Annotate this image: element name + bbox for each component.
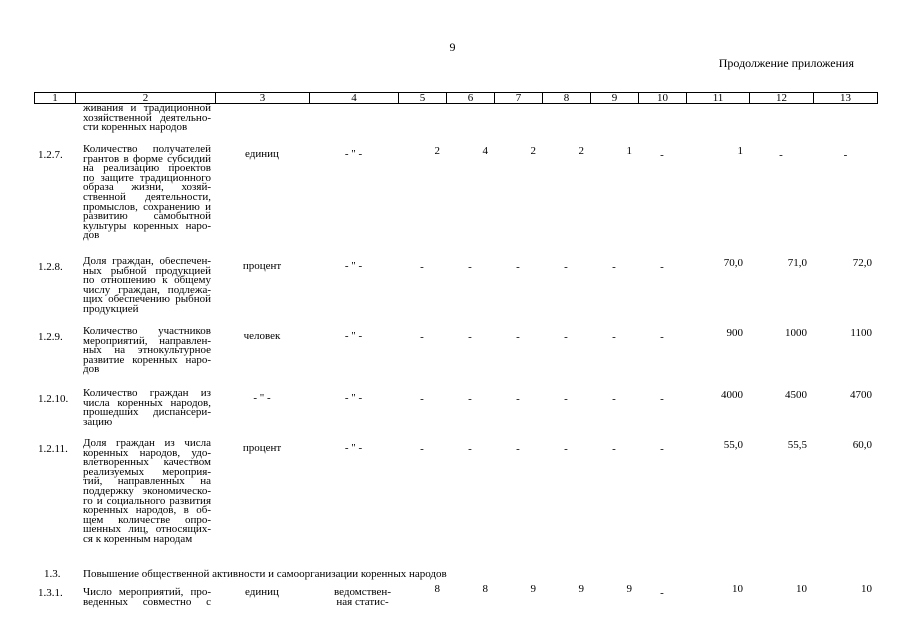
value-cell: - <box>660 331 664 343</box>
indicator-name-line: образа жизни, хозяй- <box>83 181 211 194</box>
carryover-line: сти коренных народов <box>83 121 188 134</box>
header-cell-6: 6 <box>446 92 494 104</box>
value-cell: - <box>660 393 664 405</box>
indicator-name-line: Количество получателей <box>83 145 211 155</box>
continuation-note: Продолжение приложения <box>718 56 854 70</box>
page-number: 9 <box>449 40 456 54</box>
value-cell: 1 <box>737 145 743 157</box>
source-cell: - " - <box>344 148 363 160</box>
value-cell: - <box>420 331 424 343</box>
header-cell-9: 9 <box>590 92 638 104</box>
row-number: 1.3.1. <box>38 587 63 599</box>
value-cell: - <box>468 443 472 455</box>
unit-cell: единиц <box>245 148 279 160</box>
value-cell: - <box>843 149 848 161</box>
carryover-text <box>75 104 215 145</box>
carryover-line: живания и традиционной <box>83 104 211 114</box>
source-line: ная статис- <box>336 595 389 608</box>
indicator-name-line: дов <box>83 229 100 242</box>
value-cell: - <box>660 149 664 161</box>
indicator-name <box>75 439 215 569</box>
indicator-name-line: по защите традиционного <box>83 171 211 184</box>
row-number: 1.2.7. <box>38 149 63 161</box>
value-cell: 70,0 <box>723 257 743 269</box>
value-cell: 2 <box>530 145 536 157</box>
indicator-name-line: продукцией <box>83 302 139 315</box>
unit-cell: процент <box>242 442 282 454</box>
header-cell-3: 3 <box>215 92 309 104</box>
header-cell-5: 5 <box>398 92 446 104</box>
indicator-table <box>0 92 905 640</box>
value-cell: 4 <box>482 145 488 157</box>
indicator-name <box>75 145 215 257</box>
value-cell: - <box>468 331 472 343</box>
carryover-line: хозяйственной деятельно- <box>83 111 211 124</box>
value-cell: 60,0 <box>852 439 872 451</box>
indicator-name-line: веденных совместно с <box>83 595 211 608</box>
indicator-name-line: ся к коренным народам <box>83 532 193 545</box>
source-cell: - " - <box>344 260 363 272</box>
section-number: 1.3. <box>44 569 61 580</box>
indicator-name-line: прошедших диспансери- <box>83 406 211 419</box>
value-cell: 71,0 <box>787 257 807 269</box>
source-cell: - " - <box>344 330 363 342</box>
indicator-name-line: зацию <box>83 415 113 428</box>
value-cell: - <box>420 443 424 455</box>
indicator-name-line: ных на этнокультурное <box>83 344 211 357</box>
value-cell: 9 <box>530 583 536 595</box>
value-cell: - <box>612 393 616 405</box>
indicator-name-line: дов <box>83 363 100 376</box>
value-cell: 2 <box>578 145 584 157</box>
value-cell: - <box>612 261 616 273</box>
unit-cell: единиц <box>245 586 279 598</box>
value-cell: 8 <box>482 583 488 595</box>
indicator-name-line: развитию самобытной <box>83 210 211 223</box>
value-cell: 10 <box>861 583 872 595</box>
value-cell: - <box>564 443 568 455</box>
table-margin-left <box>0 92 34 104</box>
source-cell <box>309 583 398 623</box>
indicator-name-line: Доля граждан, обеспечен- <box>83 257 211 267</box>
value-cell: 4000 <box>721 389 743 401</box>
indicator-name-line: тий, направленных на <box>83 475 211 488</box>
value-cell: 10 <box>732 583 743 595</box>
value-cell: 55,5 <box>787 439 807 451</box>
value-cell: 10 <box>796 583 807 595</box>
indicator-name <box>75 257 215 327</box>
value-cell: 1 <box>626 145 632 157</box>
value-cell: - <box>564 261 568 273</box>
value-cell: - <box>420 393 424 405</box>
indicator-name-line: грантов в форме субсидий <box>83 152 211 165</box>
value-cell: 900 <box>726 327 743 339</box>
value-cell: 72,0 <box>852 257 872 269</box>
indicator-name-line: влетворенных качеством <box>83 456 211 469</box>
value-cell: - <box>612 331 616 343</box>
value-cell: - <box>516 261 520 273</box>
indicator-name-line: по отношению к общему <box>83 274 211 287</box>
value-cell: 55,0 <box>723 439 743 451</box>
header-cell-2: 2 <box>75 92 215 104</box>
header-cell-12: 12 <box>749 92 813 104</box>
indicator-name-line: Количество граждан из <box>83 389 211 399</box>
indicator-name-line: поддержку экономическо- <box>83 484 211 497</box>
source-cell: - " - <box>344 442 363 454</box>
section-title: Повышение общественной активности и самоорганизации коренных народов <box>83 569 447 580</box>
indicator-name-line: щих обеспечению рыбной <box>83 293 211 306</box>
value-cell: - <box>660 261 664 273</box>
header-cell-7: 7 <box>494 92 542 104</box>
value-cell: - <box>564 393 568 405</box>
value-cell: - <box>420 261 424 273</box>
unit-cell: человек <box>243 330 281 342</box>
indicator-name-line: промыслов, сохранению и <box>83 200 211 213</box>
header-cell-4: 4 <box>309 92 398 104</box>
unit-cell: - " - <box>253 392 271 404</box>
header-cell-11: 11 <box>686 92 749 104</box>
value-cell: 4700 <box>850 389 872 401</box>
indicator-name-line: ных рыбной продукцией <box>83 264 211 277</box>
source-line: ведомствен- <box>334 586 391 598</box>
indicator-name-line: реализуемых мероприя- <box>83 465 211 478</box>
value-cell: - <box>468 393 472 405</box>
header-cell-10: 10 <box>638 92 686 104</box>
indicator-name <box>75 327 215 389</box>
value-cell: - <box>612 443 616 455</box>
row-number: 1.2.11. <box>38 443 68 455</box>
value-cell: 1000 <box>785 327 807 339</box>
indicator-name <box>75 583 215 623</box>
indicator-name <box>75 389 215 439</box>
unit-cell: процент <box>242 260 282 272</box>
value-cell: 1100 <box>850 327 872 339</box>
row-number: 1.2.8. <box>38 261 63 273</box>
header-cell-1: 1 <box>34 92 75 104</box>
value-cell: - <box>516 331 520 343</box>
indicator-name-line: на реализацию проектов <box>83 162 211 175</box>
value-cell: - <box>516 393 520 405</box>
header-cell-8: 8 <box>542 92 590 104</box>
indicator-name-line: Доля граждан из числа <box>83 439 211 449</box>
value-cell: - <box>468 261 472 273</box>
source-cell: - " - <box>344 392 363 404</box>
value-cell: 4500 <box>785 389 807 401</box>
value-cell: 2 <box>434 145 440 157</box>
indicator-name-line: мероприятий, направлен- <box>83 334 211 347</box>
indicator-name-line: щем количестве опро- <box>83 513 211 526</box>
value-cell: - <box>779 149 783 161</box>
indicator-name-line: числа коренных народов, <box>83 396 211 409</box>
indicator-name-line: коренных народов, в об- <box>83 504 211 517</box>
value-cell: 9 <box>578 583 584 595</box>
value-cell: - <box>564 331 568 343</box>
value-cell: - <box>660 587 664 599</box>
indicator-name-line: развитие коренных наро- <box>83 353 211 366</box>
indicator-name-line: шенных лиц, относящих- <box>83 523 211 536</box>
row-number: 1.2.10. <box>38 393 69 405</box>
header-cell-13: 13 <box>813 92 878 104</box>
indicator-name-line: числу граждан, подлежа- <box>83 283 211 296</box>
value-cell: 8 <box>434 583 440 595</box>
indicator-name-line: Число мероприятий, про- <box>83 586 211 598</box>
indicator-name-line: го и социального развития <box>83 494 211 507</box>
indicator-name-line: ственной деятельности, <box>83 190 211 203</box>
row-number: 1.2.9. <box>38 331 63 343</box>
value-cell: - <box>516 443 520 455</box>
indicator-name-line: Количество участников <box>83 327 211 337</box>
indicator-name-line: культуры коренных наро- <box>83 219 211 232</box>
value-cell: 9 <box>626 583 632 595</box>
value-cell: - <box>660 443 664 455</box>
indicator-name-line: коренных народов, удо- <box>83 446 211 459</box>
